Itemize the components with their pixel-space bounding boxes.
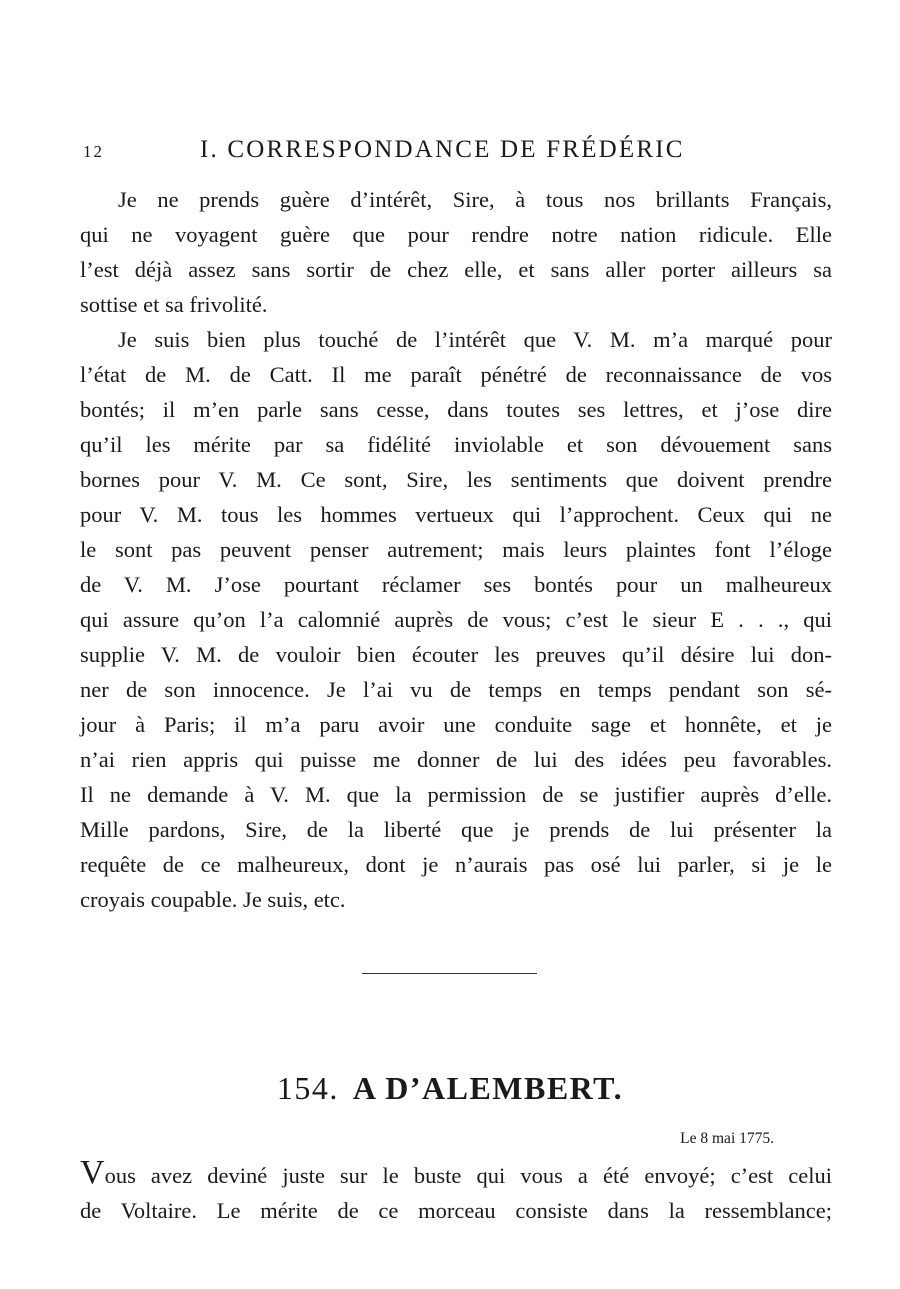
running-title: I. CORRESPONDANCE DE FRÉDÉRIC (200, 136, 685, 163)
text-line: sottise et sa frivolité. (80, 292, 268, 317)
text-line: Mille pardons, Sire, de la liberté que je prends de lui présenter la (80, 817, 832, 842)
letter-heading (0, 1070, 900, 1107)
letter-title: A D’ALEMBERT. (352, 1070, 624, 1106)
next-letter-body (80, 1154, 832, 1228)
text-line: supplie V. M. de vouloir bien écouter les preuves qu’il désire lui don- (80, 642, 832, 667)
drop-cap: V (80, 1154, 105, 1191)
text-line: Il ne demande à V. M. que la permission de se justifier auprès d’elle. (80, 782, 832, 807)
text-line: bontés; il m’en parle sans cesse, dans toutes ses lettres, et j’ose dire (80, 397, 832, 422)
text-line: jour à Paris; il m’a paru avoir une conduite sage et honnête, et je (80, 712, 832, 737)
text-line: qui assure qu’on l’a calomnié auprès de vous; c’est le sieur E . . ., qui (80, 607, 832, 632)
text-line: qui ne voyagent guère que pour rendre notre nation ridicule. Elle (80, 222, 832, 247)
text-line: l’état de M. de Catt. Il me paraît pénétré de reconnaissance de vos (80, 362, 832, 387)
text-line: l’est déjà assez sans sortir de chez elle, et sans aller porter ailleurs sa (80, 257, 832, 282)
text-line (80, 1154, 832, 1193)
text-line: n’ai rien appris qui puisse me donner de lui des idées peu favorables. (80, 747, 832, 772)
line-text: ous avez deviné juste sur le buste qui vous a été envoyé; c’est celui (104, 1163, 832, 1188)
text-line: bornes pour V. M. Ce sont, Sire, les sentiments que doivent prendre (80, 467, 832, 492)
text-line: de Voltaire. Le mérite de ce morceau consiste dans la ressemblance; (80, 1198, 832, 1223)
letter-date: Le 8 mai 1775. (680, 1130, 774, 1147)
section-divider (362, 973, 537, 974)
text-line: le sont pas peuvent penser autrement; mais leurs plaintes font l’éloge (80, 537, 832, 562)
text-line: requête de ce malheureux, dont je n’aurais pas osé lui parler, si je le (80, 852, 832, 877)
page-number: 12 (83, 142, 104, 161)
text-line: ner de son innocence. Je l’ai vu de temps en temps pendant son sé- (80, 677, 832, 702)
running-head (80, 136, 832, 166)
letter-body (80, 182, 832, 917)
text-line: Je ne prends guère d’intérêt, Sire, à tous nos brillants Français, (118, 187, 832, 212)
text-line: Je suis bien plus touché de l’intérêt que V. M. m’a marqué pour (118, 327, 832, 352)
text-line: de V. M. J’ose pourtant réclamer ses bontés pour un malheureux (80, 572, 832, 597)
text-line: qu’il les mérite par sa fidélité inviolable et son dévouement sans (80, 432, 832, 457)
text-line: croyais coupable. Je suis, etc. (80, 887, 346, 912)
text-line: pour V. M. tous les hommes vertueux qui l’approchent. Ceux qui ne (80, 502, 832, 527)
letter-number: 154. (276, 1070, 339, 1106)
